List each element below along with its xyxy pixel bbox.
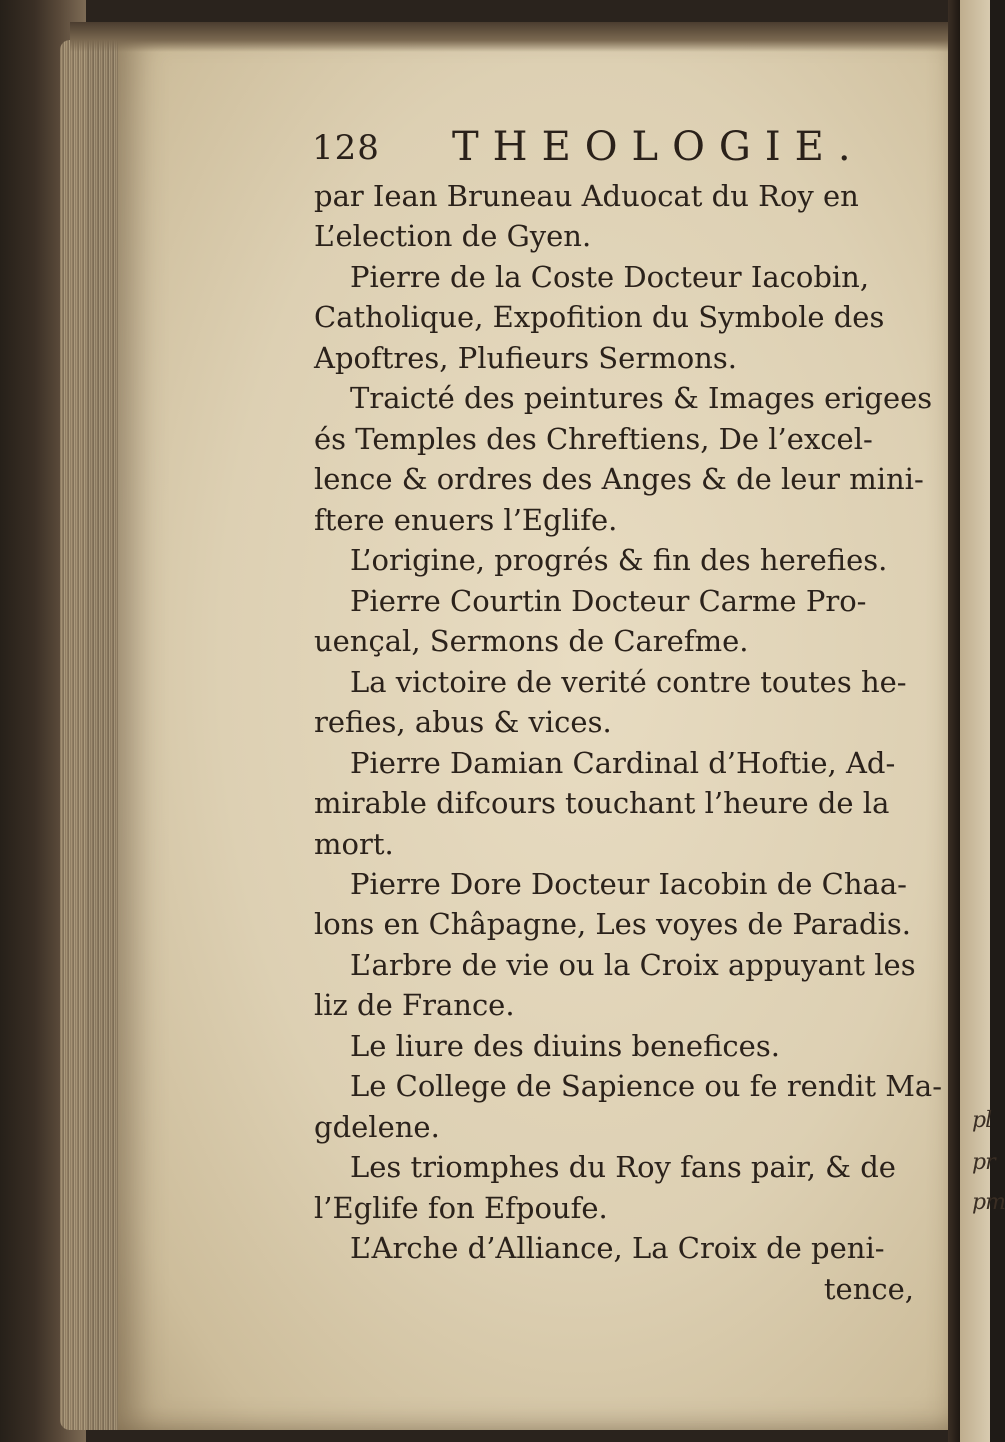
text-line: Le liure des diuins benefices. <box>350 1028 780 1063</box>
text-line: Pierre Damian Cardinal d’Hoftie, Ad- <box>350 745 896 780</box>
page-header <box>312 124 932 178</box>
text-line: liz de France. <box>314 988 515 1023</box>
text-line: mirable difcours touchant l’heure de la <box>314 786 890 821</box>
text-line: La victoire de verité contre toutes he- <box>350 664 907 699</box>
text-line: Traicté des peintures & Images erigees <box>350 381 933 416</box>
catchword: tence, <box>823 1271 914 1306</box>
body-text <box>314 176 943 1309</box>
facing-page-fragment: pr <box>972 1150 995 1175</box>
text-line: par Iean Bruneau Aduocat du Roy en <box>314 179 859 213</box>
text-line: Pierre de la Coste Docteur Iacobin, <box>350 259 870 294</box>
facing-page-strip <box>960 0 990 1442</box>
text-line: L’origine, progrés & fin des herefies. <box>350 543 888 578</box>
text-line: mort. <box>314 826 394 861</box>
facing-page-fragment: pm <box>972 1190 1005 1215</box>
text-line: Pierre Dore Docteur Iacobin de Chaa- <box>350 866 907 901</box>
text-line: lons en Châpagne, Les voyes de Paradis. <box>314 907 911 942</box>
text-line: refies, abus & vices. <box>314 705 612 740</box>
text-line: Catholique, Expofition du Symbole des <box>314 300 885 335</box>
text-line: L’arbre de vie ou la Croix appuyant les <box>350 947 916 982</box>
text-line: ftere enuers l’Eglife. <box>314 502 618 537</box>
text-line: Apoftres, Plufieurs Sermons. <box>314 340 737 375</box>
gutter <box>948 0 960 1442</box>
text-line: és Temples des Chreftiens, De l’excel- <box>314 421 873 456</box>
running-title: THEOLOGIE. <box>452 124 865 170</box>
text-line: l’Eglife fon Efpoufe. <box>314 1190 608 1225</box>
facing-page-fragment: pl <box>972 1108 992 1133</box>
text-line: L’Arche d’Alliance, La Croix de peni- <box>350 1231 885 1266</box>
text-line: uençal, Sermons de Carefme. <box>314 624 749 659</box>
text-line: Pierre Courtin Docteur Carme Pro- <box>350 583 867 618</box>
page-top-edge <box>70 22 960 52</box>
text-line: gdelene. <box>314 1109 440 1144</box>
text-line: Les triomphes du Roy fans pair, & de <box>350 1150 896 1185</box>
text-line: Le College de Sapience ou fe rendit Ma- <box>350 1069 943 1104</box>
page-number: 128 <box>312 128 380 168</box>
text-line: lence & ordres des Anges & de leur mini- <box>314 462 924 497</box>
text-line: L’election de Gyen. <box>314 219 592 254</box>
